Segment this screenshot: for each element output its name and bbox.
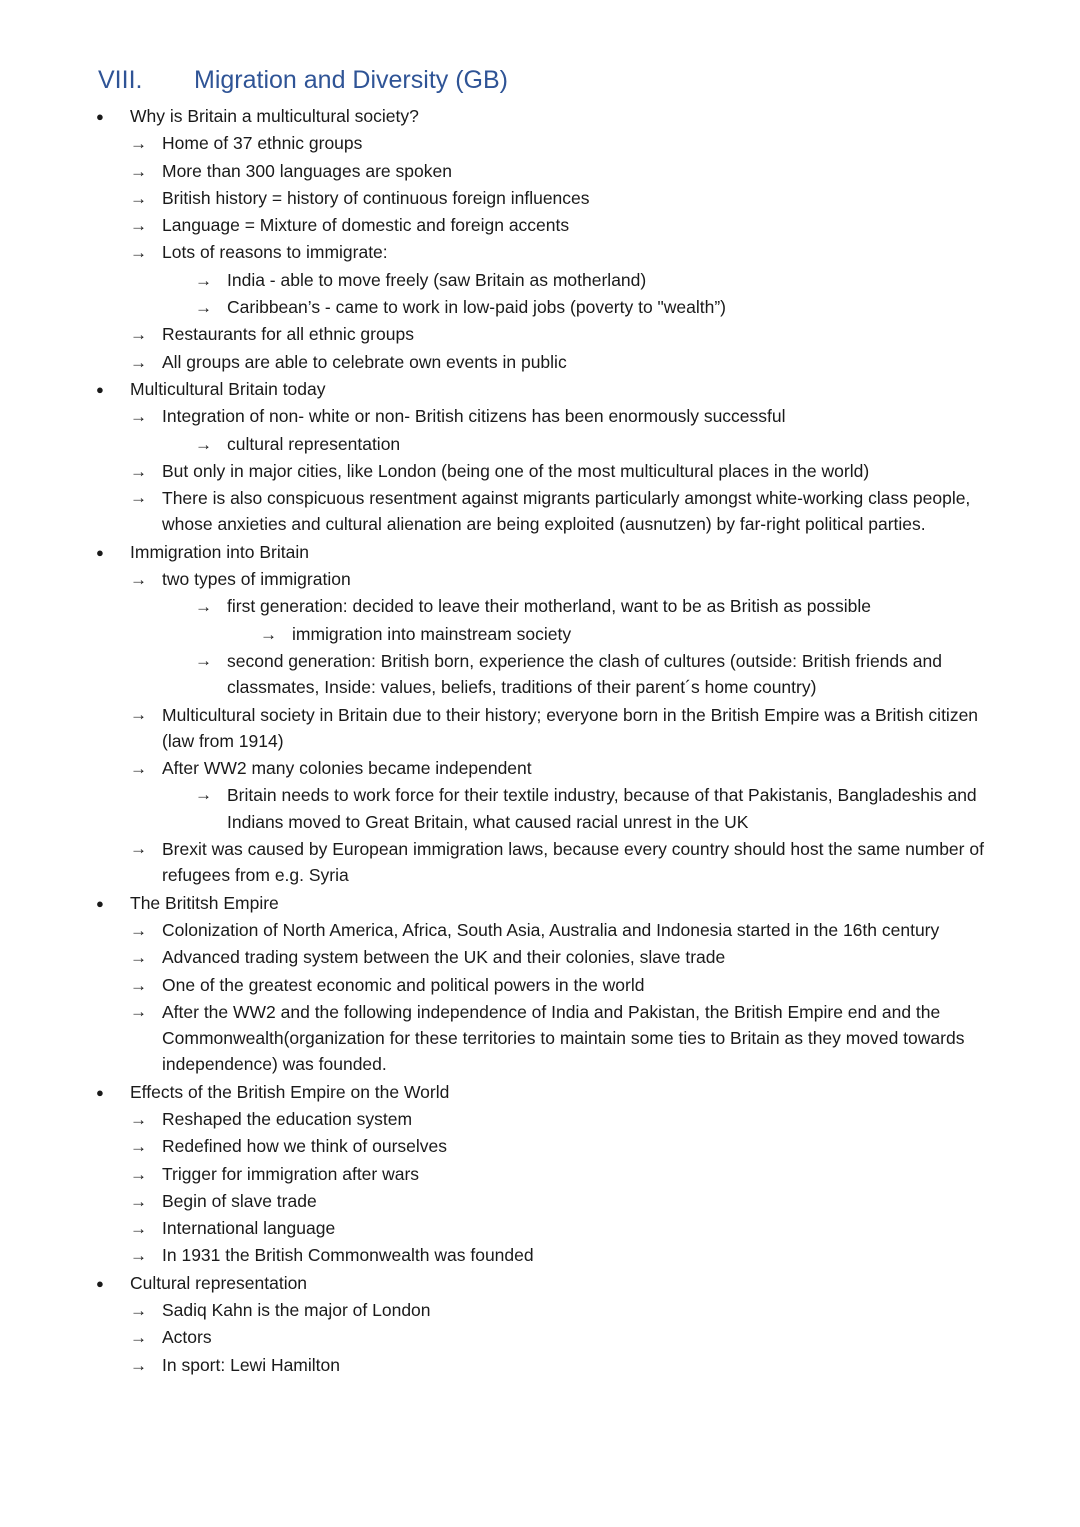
arrow-item bbox=[0, 349, 1010, 376]
arrow-right-icon: → bbox=[130, 1219, 147, 1239]
arrow-item bbox=[0, 431, 984, 458]
item-text: Redefined how we think of ourselves bbox=[162, 1136, 448, 1157]
item-text: Colonization of North America, Africa, South Asia, Australia and Indonesia started in the 16th century bbox=[162, 919, 940, 940]
arrow-right-icon: → bbox=[130, 1001, 147, 1021]
bullet-item bbox=[0, 1270, 1080, 1297]
arrow-right-icon: → bbox=[130, 1109, 147, 1129]
arrow-right-icon: → bbox=[130, 1246, 147, 1266]
item-text: In 1931 the British Commonwealth was founded bbox=[162, 1245, 534, 1266]
bullet-item bbox=[0, 103, 1080, 130]
section-number: VIII. bbox=[98, 66, 143, 94]
item-text: Begin of slave trade bbox=[162, 1190, 317, 1211]
arrow-item bbox=[0, 1297, 1010, 1324]
item-text: The Brititsh Empire bbox=[130, 892, 279, 913]
arrow-item bbox=[0, 267, 984, 294]
arrow-item bbox=[0, 702, 1010, 756]
arrow-right-icon: → bbox=[130, 216, 147, 236]
notes-list bbox=[0, 103, 1080, 1379]
arrow-item bbox=[0, 944, 1010, 971]
arrow-right-icon: → bbox=[130, 839, 147, 859]
arrow-item bbox=[0, 972, 1010, 999]
arrow-right-icon: → bbox=[130, 188, 147, 208]
item-text: After WW2 many colonies became independent bbox=[162, 758, 532, 779]
item-text: Multicultural Britain today bbox=[130, 378, 326, 399]
arrow-item bbox=[0, 321, 1010, 348]
item-text: Multicultural society in Britain due to their history; everyone born in the British Empire was a British citizen (law from 1914) bbox=[162, 704, 979, 751]
bullet-icon: ● bbox=[96, 381, 104, 397]
arrow-item bbox=[0, 1161, 1010, 1188]
bullet-icon: ● bbox=[96, 1275, 104, 1291]
section-heading bbox=[98, 66, 508, 95]
arrow-right-icon: → bbox=[130, 243, 147, 263]
arrow-right-icon: → bbox=[130, 1355, 147, 1375]
arrow-item bbox=[0, 836, 1010, 890]
arrow-item bbox=[0, 294, 984, 321]
item-text: International language bbox=[162, 1218, 336, 1239]
arrow-item bbox=[0, 403, 1010, 430]
arrow-item bbox=[0, 130, 1010, 157]
bullet-item bbox=[0, 539, 1080, 566]
bullet-item bbox=[0, 376, 1080, 403]
arrow-item bbox=[0, 917, 1010, 944]
arrow-item bbox=[0, 485, 1010, 539]
item-text: Cultural representation bbox=[130, 1272, 308, 1293]
arrow-item bbox=[0, 999, 1010, 1079]
arrow-right-icon: → bbox=[130, 1137, 147, 1157]
item-text: Language = Mixture of domestic and foreign accents bbox=[162, 215, 570, 236]
arrow-right-icon: → bbox=[130, 161, 147, 181]
arrow-right-icon: → bbox=[130, 1328, 147, 1348]
item-text: Immigration into Britain bbox=[130, 541, 309, 562]
item-text: Reshaped the education system bbox=[162, 1108, 413, 1129]
item-text: But only in major cities, like London (being one of the most multicultural places in the world) bbox=[162, 460, 870, 481]
arrow-item bbox=[0, 458, 1010, 485]
arrow-right-icon: → bbox=[130, 1191, 147, 1211]
arrow-item bbox=[0, 1133, 1010, 1160]
arrow-item bbox=[0, 212, 1010, 239]
section-title: Migration and Diversity (GB) bbox=[194, 66, 508, 94]
arrow-right-icon: → bbox=[130, 570, 147, 590]
arrow-right-icon: → bbox=[130, 704, 147, 724]
item-text: second generation: British born, experience the clash of cultures (outside: British friends and classmates, Inside: values, beliefs, traditions of their parent´s home country) bbox=[227, 650, 942, 698]
arrow-right-icon: → bbox=[130, 461, 147, 481]
item-text: More than 300 languages are spoken bbox=[162, 160, 452, 181]
arrow-right-icon: → bbox=[130, 948, 147, 968]
arrow-right-icon: → bbox=[195, 270, 212, 290]
item-text: Why is Britain a multicultural society? bbox=[130, 106, 419, 126]
arrow-right-icon: → bbox=[195, 650, 212, 670]
arrow-right-icon: → bbox=[130, 975, 147, 995]
arrow-right-icon: → bbox=[195, 597, 212, 617]
item-text: first generation: decided to leave their motherland, want to be as British as possible bbox=[227, 596, 871, 617]
bullet-item bbox=[0, 1079, 1080, 1106]
item-text: cultural representation bbox=[227, 433, 401, 454]
arrow-item bbox=[0, 1324, 1010, 1351]
arrow-right-icon: → bbox=[195, 298, 212, 318]
item-text: Caribbean’s - came to work in low-paid jobs (poverty to "wealth”) bbox=[227, 297, 727, 318]
item-text: Effects of the British Empire on the World bbox=[130, 1081, 450, 1102]
item-text: India - able to move freely (saw Britain as motherland) bbox=[227, 269, 647, 290]
item-text: Brexit was caused by European immigration laws, because every country should host the same number of refugees from e.g. Syria bbox=[162, 839, 984, 886]
item-text: One of the greatest economic and political powers in the world bbox=[162, 974, 645, 995]
bullet-icon: ● bbox=[96, 895, 104, 911]
arrow-item bbox=[0, 593, 984, 620]
arrow-item bbox=[0, 566, 1010, 593]
arrow-item bbox=[0, 1242, 1010, 1269]
item-text: There is also conspicuous resentment against migrants particularly amongst white-working class people, whose anxieties and cultural alienation are being exploited (ausnutzen) by far-right political parties. bbox=[162, 488, 971, 535]
arrow-item bbox=[0, 185, 1010, 212]
arrow-right-icon: → bbox=[130, 1301, 147, 1321]
bullet-item bbox=[0, 890, 1080, 917]
item-text: In sport: Lewi Hamilton bbox=[162, 1354, 340, 1375]
item-text: Integration of non- white or non- British citizens has been enormously successful bbox=[162, 406, 786, 427]
item-text: Home of 37 ethnic groups bbox=[162, 133, 363, 154]
arrow-item bbox=[0, 782, 984, 836]
arrow-right-icon: → bbox=[130, 134, 147, 154]
arrow-right-icon: → bbox=[130, 352, 147, 372]
item-text: immigration into mainstream society bbox=[292, 623, 572, 644]
arrow-right-icon: → bbox=[130, 325, 147, 345]
bullet-icon: ● bbox=[96, 544, 104, 560]
arrow-right-icon: → bbox=[130, 407, 147, 427]
arrow-right-icon: → bbox=[130, 1164, 147, 1184]
arrow-right-icon: → bbox=[130, 759, 147, 779]
arrow-item bbox=[0, 158, 1010, 185]
item-text: After the WW2 and the following independence of India and Pakistan, the British Empire end and the Commonwealth(organization for these territories to maintain some ties to Britain as they moved towards independence) was founded. bbox=[162, 1001, 965, 1075]
item-text: All groups are able to celebrate own events in public bbox=[162, 351, 567, 372]
item-text: Trigger for immigration after wars bbox=[162, 1163, 420, 1184]
item-text: Actors bbox=[162, 1327, 212, 1348]
item-text: British history = history of continuous foreign influences bbox=[162, 187, 590, 208]
item-text: Britain needs to work force for their textile industry, because of that Pakistanis, Bangladeshis and Indians moved to Great Britain, what caused racial unrest in the UK bbox=[227, 785, 977, 832]
arrow-right-icon: → bbox=[130, 488, 147, 508]
arrow-item bbox=[0, 621, 982, 648]
item-text: Advanced trading system between the UK and their colonies, slave trade bbox=[162, 947, 726, 968]
arrow-right-icon: → bbox=[195, 434, 212, 454]
arrow-right-icon: → bbox=[130, 920, 147, 940]
arrow-item bbox=[0, 755, 1010, 782]
arrow-item bbox=[0, 648, 984, 702]
bullet-icon: ● bbox=[96, 1084, 104, 1100]
bullet-icon: ● bbox=[96, 109, 104, 124]
arrow-item bbox=[0, 1106, 1010, 1133]
arrow-item bbox=[0, 1352, 1010, 1379]
arrow-item bbox=[0, 1188, 1010, 1215]
item-text: Lots of reasons to immigrate: bbox=[162, 242, 388, 263]
item-text: two types of immigration bbox=[162, 569, 351, 590]
item-text: Restaurants for all ethnic groups bbox=[162, 324, 414, 345]
item-text: Sadiq Kahn is the major of London bbox=[162, 1300, 431, 1321]
arrow-right-icon: → bbox=[260, 624, 277, 644]
arrow-right-icon: → bbox=[195, 785, 212, 805]
arrow-item bbox=[0, 1215, 1010, 1242]
arrow-item bbox=[0, 239, 1010, 266]
